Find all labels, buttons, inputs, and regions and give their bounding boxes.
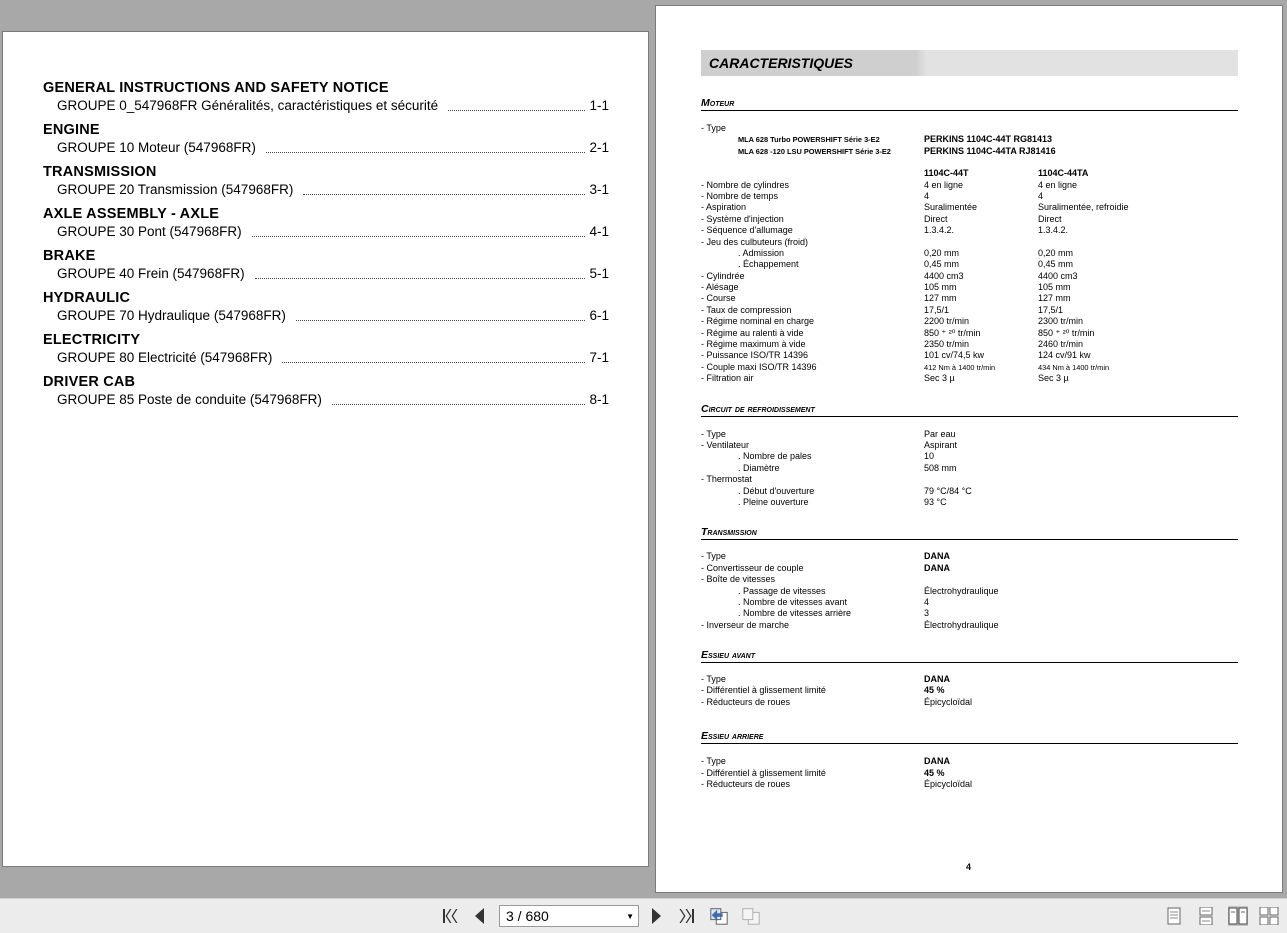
spec-value: Aspirant (924, 439, 958, 450)
spec-label: - Taux de compression (701, 304, 792, 315)
spec-value: 4 (924, 190, 930, 201)
moteur-spec-rows (701, 180, 1238, 385)
spec-row (701, 620, 1238, 631)
toc-section (43, 121, 609, 163)
spec-value: 79 °C/84 °C (924, 485, 972, 496)
toc-section (43, 289, 609, 331)
toc-entry-title: GROUPE 20 Transmission (547968FR) (57, 182, 294, 197)
previous-page-icon[interactable] (470, 906, 490, 926)
toc-heading: DRIVER CAB (43, 374, 136, 390)
toc-leader-dots (296, 319, 586, 321)
spec-label: . Passage de vitesses (738, 585, 826, 596)
spec-row (701, 697, 1238, 708)
spec-value-alt: 2300 tr/min (1038, 316, 1084, 327)
spec-label: . Échappement (738, 259, 799, 270)
spec-value-alt: 2460 tr/min (1038, 339, 1084, 350)
spec-value: 508 mm (924, 462, 957, 473)
spec-row (701, 608, 1238, 619)
spec-row (701, 328, 1238, 339)
spec-row (701, 293, 1238, 304)
spec-label: . Nombre de pales (738, 451, 812, 462)
toc-heading: ENGINE (43, 122, 100, 138)
pdf-page-right (655, 5, 1283, 893)
specifications (701, 50, 1238, 790)
spec-value: 10 (924, 451, 935, 462)
spec-label: . Diamètre (738, 462, 780, 473)
spec-value: 4400 cm3 (924, 270, 964, 281)
spec-label: - Inverseur de marche (701, 619, 790, 630)
toc-heading: GENERAL INSTRUCTIONS AND SAFETY NOTICE (43, 80, 389, 96)
spec-row (701, 305, 1238, 316)
last-page-icon[interactable] (677, 906, 697, 926)
column-header: 1104C-44TA (1038, 168, 1089, 179)
spec-value-alt: 127 mm (1038, 293, 1071, 304)
spec-label: - Type (701, 674, 726, 685)
model-label: MLA 628 Turbo POWERSHIFT Série 3-E2 (738, 135, 880, 145)
section-title-refroidissement: Circuit de refroidissement (701, 403, 1238, 417)
spec-label: - Type (701, 551, 726, 562)
spec-row (701, 316, 1238, 327)
toc-entry-page: 2-1 (589, 140, 609, 155)
spec-value: DANA (924, 756, 950, 767)
spec-row (701, 497, 1238, 508)
spec-label: - Aspiration (701, 202, 747, 213)
spec-value: DANA (924, 674, 950, 685)
spec-value: 850 ⁺ ²⁰ tr/min (924, 327, 981, 338)
spec-row (701, 202, 1238, 213)
page-number-select[interactable] (499, 905, 639, 927)
spec-row (701, 191, 1238, 202)
spec-row (701, 768, 1238, 779)
spec-value: 127 mm (924, 293, 957, 304)
spec-row (701, 350, 1238, 361)
spec-row (701, 373, 1238, 384)
spec-value-alt: Direct (1038, 213, 1062, 224)
toc-entry-page: 5-1 (589, 266, 609, 281)
spec-row (701, 574, 1238, 585)
spec-value-alt: 1.3.4.2. (1038, 225, 1069, 236)
spec-label: . Nombre de vitesses avant (738, 596, 848, 607)
spec-row (701, 248, 1238, 259)
toc-entry-link[interactable] (43, 181, 609, 199)
specs-title: CARACTERISTIQUES (709, 55, 853, 71)
spec-label: - Boîte de vitesses (701, 574, 776, 585)
spec-row (701, 685, 1238, 696)
spec-value: 45 % (924, 767, 945, 778)
toc-entry-page: 8-1 (589, 392, 609, 407)
spec-row (701, 474, 1238, 485)
toc-heading: HYDRAULIC (43, 290, 131, 306)
toc-entry-title: GROUPE 40 Frein (547968FR) (57, 266, 245, 281)
spec-row (701, 237, 1238, 248)
spec-value: 0,45 mm (924, 259, 960, 270)
toc-entry-link[interactable] (43, 391, 609, 409)
spec-row (701, 463, 1238, 474)
spec-label: - Régime au ralenti à vide (701, 327, 804, 338)
spec-row (701, 586, 1238, 597)
toc-section (43, 373, 609, 415)
model-label: MLA 628 -120 LSU POWERSHIFT Série 3-E2 (738, 146, 891, 156)
spec-value: 45 % (924, 685, 945, 696)
spec-value: Sec 3 µ (924, 373, 955, 384)
spec-label: - Système d'injection (701, 213, 784, 224)
spec-value-alt: 850 ⁺ ²⁰ tr/min (1038, 327, 1095, 338)
essieu-avant-spec-rows (701, 674, 1238, 708)
spec-row (701, 451, 1238, 462)
toc-heading: BRAKE (43, 248, 96, 264)
toc-entry-link[interactable] (43, 139, 609, 157)
two-page-continuous-view-icon[interactable] (1259, 906, 1279, 926)
spec-value: 412 Nm à 1400 tr/min (924, 362, 996, 372)
spec-label: - Type (701, 428, 726, 439)
first-page-icon[interactable] (440, 906, 460, 926)
spec-value-alt: 4 (1038, 190, 1044, 201)
spec-label: - Filtration air (701, 373, 754, 384)
spec-label: - Jeu des culbuteurs (froid) (701, 236, 809, 247)
spec-label: - Couple maxi ISO/TR 14396 (701, 361, 817, 372)
spec-label: . Nombre de vitesses arrière (738, 608, 852, 619)
spec-row (701, 440, 1238, 451)
spec-label: - Réducteurs de roues (701, 779, 791, 790)
spec-label: - Régime maximum à vide (701, 339, 806, 350)
spec-row (701, 271, 1238, 282)
toc-heading: ELECTRICITY (43, 332, 141, 348)
toc-entry-page: 1-1 (589, 98, 609, 113)
spec-value-alt: 0,20 mm (1038, 247, 1074, 258)
spec-value: Par eau (924, 428, 956, 439)
spec-value: 1.3.4.2. (924, 225, 955, 236)
engine-model: PERKINS 1104C-44TA RJ81416 (924, 145, 1056, 156)
spec-value: 3 (924, 608, 930, 619)
go-forward-view-icon[interactable] (741, 906, 761, 926)
page-number: 4 (966, 862, 972, 872)
spec-label: - Différentiel à glissement limité (701, 767, 826, 778)
spec-row (701, 123, 1238, 134)
toc-entry-link[interactable] (43, 223, 609, 241)
spec-value-alt: 17,5/1 (1038, 304, 1064, 315)
spec-label: - Type (701, 756, 726, 767)
spec-value-alt: Suralimentée, refroidie (1038, 202, 1129, 213)
toc-entry-page: 3-1 (589, 182, 609, 197)
two-page-view-icon[interactable] (1228, 906, 1248, 926)
spec-value: Suralimentée (924, 202, 978, 213)
toc-entry-title: GROUPE 85 Poste de conduite (547968FR) (57, 392, 322, 407)
toc-entry-link[interactable] (43, 349, 609, 367)
spec-label: - Régime nominal en charge (701, 316, 815, 327)
spec-value: Épicycloïdal (924, 696, 973, 707)
viewer-toolbar (0, 898, 1287, 933)
toc-section (43, 205, 609, 247)
next-page-icon[interactable] (646, 906, 666, 926)
toc-entry-link[interactable] (43, 97, 609, 115)
section-title-essieu-avant: Essieu avant (701, 649, 1238, 663)
spec-row (701, 259, 1238, 270)
spec-value: 17,5/1 (924, 304, 950, 315)
spec-value: 105 mm (924, 282, 957, 293)
spec-label: - Réducteurs de roues (701, 696, 791, 707)
spec-value: DANA (924, 562, 950, 573)
spec-value-alt: 434 Nm à 1400 tr/min (1038, 362, 1110, 372)
engine-model: PERKINS 1104C-44T RG81413 (924, 134, 1053, 145)
toc-entry-title: GROUPE 0_547968FR Généralités, caractéristiques et sécurité (57, 98, 439, 113)
spec-row (701, 282, 1238, 293)
toc-entry-title: GROUPE 80 Electricité (547968FR) (57, 350, 273, 365)
section-title-essieu-arriere: Essieu arriere (701, 730, 1238, 744)
toc-leader-dots (282, 361, 585, 363)
spec-value: Épicycloïdal (924, 779, 973, 790)
spec-row (701, 563, 1238, 574)
toc-entry-page: 6-1 (589, 308, 609, 323)
toc-entry-title: GROUPE 10 Moteur (547968FR) (57, 140, 256, 155)
spec-label: - Différentiel à glissement limité (701, 685, 826, 696)
spec-row (701, 146, 1238, 157)
spec-row (701, 362, 1238, 373)
spec-value-alt: 4 en ligne (1038, 179, 1078, 190)
toc-entry-link[interactable] (43, 265, 609, 283)
toc-heading: TRANSMISSION (43, 164, 157, 180)
spec-value: 4 en ligne (924, 179, 964, 190)
toc-entry-title: GROUPE 70 Hydraulique (547968FR) (57, 308, 286, 323)
specs-title-bar (701, 50, 1238, 76)
toc-entry-page: 4-1 (589, 224, 609, 239)
toc-leader-dots (448, 109, 585, 111)
toc-section (43, 331, 609, 373)
spec-row (701, 180, 1238, 191)
spec-label: . Admission (738, 247, 785, 258)
spec-row (701, 756, 1238, 767)
spec-value-alt: 124 cv/91 kw (1038, 350, 1091, 361)
spec-value-alt: Sec 3 µ (1038, 373, 1069, 384)
spec-label: - Nombre de temps (701, 190, 779, 201)
spec-label: - Nombre de cylindres (701, 179, 790, 190)
toc-leader-dots (266, 151, 586, 153)
spec-label: - Course (701, 293, 736, 304)
spec-row (701, 597, 1238, 608)
spec-row (701, 551, 1238, 562)
spec-row (701, 779, 1238, 790)
toc-heading: AXLE ASSEMBLY - AXLE (43, 206, 220, 222)
toc-leader-dots (332, 403, 586, 405)
pdf-page-left (2, 31, 649, 867)
spec-value: 2350 tr/min (924, 339, 970, 350)
spec-row (701, 134, 1238, 145)
spec-label: - Séquence d'allumage (701, 225, 793, 236)
spec-value-alt: 4400 cm3 (1038, 270, 1078, 281)
spec-label: - Puissance ISO/TR 14396 (701, 350, 809, 361)
spec-header-row (701, 168, 1238, 179)
spec-value: 2200 tr/min (924, 316, 970, 327)
spec-label: - Thermostat (701, 474, 752, 485)
column-header: 1104C-44T (924, 168, 969, 179)
section-title-moteur: Moteur (701, 97, 1238, 111)
toc-leader-dots (255, 277, 586, 279)
spec-value: 93 °C (924, 496, 947, 507)
essieu-arriere-spec-rows (701, 756, 1238, 790)
spec-label: - Type (701, 123, 726, 133)
spec-value: Direct (924, 213, 948, 224)
table-of-contents (43, 79, 609, 415)
spec-value: Électrohydraulique (924, 619, 999, 630)
toc-section (43, 247, 609, 289)
dropdown-caret-icon: ▼ (626, 912, 634, 921)
page-indicator: 3 / 680 (506, 908, 549, 924)
continuous-view-icon[interactable] (1196, 906, 1216, 926)
toc-entry-page: 7-1 (589, 350, 609, 365)
spec-row (701, 674, 1238, 685)
section-title-transmission: Transmission (701, 526, 1238, 540)
spec-value: 4 (924, 596, 930, 607)
spec-label: - Cylindrée (701, 270, 745, 281)
toc-section (43, 79, 609, 121)
spec-label: - Convertisseur de couple (701, 562, 804, 573)
spec-row (701, 214, 1238, 225)
toc-entry-link[interactable] (43, 307, 609, 325)
transmission-spec-rows (701, 551, 1238, 631)
toc-leader-dots (252, 235, 586, 237)
single-page-view-icon[interactable] (1164, 906, 1184, 926)
spec-label: . Début d'ouverture (738, 485, 815, 496)
refroidissement-spec-rows (701, 429, 1238, 509)
go-back-view-icon[interactable] (709, 906, 729, 926)
spec-row (701, 429, 1238, 440)
toc-entry-title: GROUPE 30 Pont (547968FR) (57, 224, 242, 239)
spec-label: - Alésage (701, 282, 739, 293)
spec-label: - Ventilateur (701, 439, 750, 450)
spec-value-alt: 105 mm (1038, 282, 1071, 293)
spec-value-alt: 0,45 mm (1038, 259, 1074, 270)
spec-label: . Pleine ouverture (738, 496, 809, 507)
spec-value: 0,20 mm (924, 247, 960, 258)
toc-leader-dots (303, 193, 585, 195)
spec-value: DANA (924, 551, 950, 562)
spec-row (701, 486, 1238, 497)
spec-value: 101 cv/74,5 kw (924, 350, 985, 361)
spec-value: Électrohydraulique (924, 585, 999, 596)
toc-section (43, 163, 609, 205)
spec-row (701, 339, 1238, 350)
spec-row (701, 225, 1238, 236)
